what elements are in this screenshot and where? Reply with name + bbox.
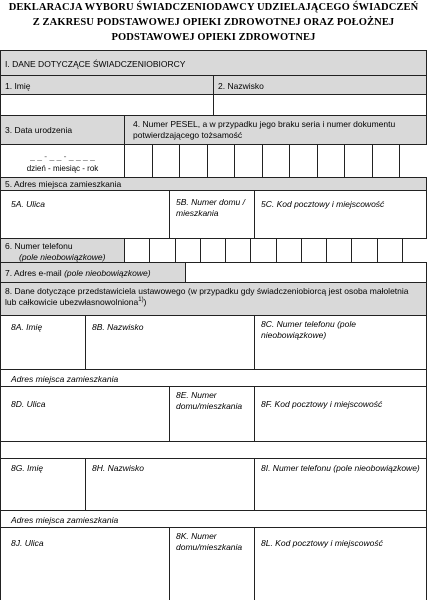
rep2-last-name-field[interactable]: 8H. Nazwisko	[85, 458, 255, 511]
postal-city-field[interactable]: 5C. Kod pocztowy i miejscowość	[254, 190, 427, 239]
phone-digit-box[interactable]	[225, 238, 251, 263]
rep1-last-name-field[interactable]: 8B. Nazwisko	[85, 315, 255, 370]
email-field[interactable]	[185, 262, 427, 283]
pesel-digit-box[interactable]	[289, 144, 318, 178]
pesel-digit-box[interactable]	[372, 144, 400, 178]
rep1-house-number-field[interactable]: 8E. Numer domu/mieszkania	[169, 386, 255, 442]
house-number-field[interactable]: 5B. Numer domu / mieszkania	[169, 190, 255, 239]
phone-label-text: 6. Numer telefonu	[5, 241, 73, 251]
phone-label	[0, 238, 125, 263]
pesel-field[interactable]	[124, 144, 427, 178]
pesel-digit-box[interactable]	[344, 144, 373, 178]
first-name-field[interactable]	[0, 94, 214, 116]
email-label	[0, 262, 186, 283]
rep2-phone-field[interactable]: 8I. Numer telefonu (pole nieobowiązkowe)	[254, 458, 427, 511]
footnote-marker: 1)	[138, 296, 144, 303]
pesel-digit-box[interactable]	[124, 144, 153, 178]
phone-digit-box[interactable]	[377, 238, 403, 263]
birth-date-field[interactable]	[0, 144, 125, 178]
rep2-first-name-field[interactable]: 8G. Imię	[0, 458, 86, 511]
phone-digit-box[interactable]	[124, 238, 150, 263]
phone-digit-box[interactable]	[351, 238, 378, 263]
rep2-address-header: Adres miejsca zamieszkania	[0, 510, 427, 528]
phone-digit-box[interactable]	[402, 238, 427, 263]
email-hint: (pole nieobowiązkowe)	[64, 268, 151, 278]
address-header: 5. Adres miejsca zamieszkania	[0, 177, 427, 191]
rep1-street-field[interactable]: 8D. Ulica	[0, 386, 170, 442]
rep1-address-header: Adres miejsca zamieszkania	[0, 369, 427, 387]
rep2-postal-city-field[interactable]: 8L. Kod pocztowy i miejscowość	[254, 527, 427, 600]
email-label-text: 7. Adres e-mail	[5, 268, 62, 278]
pesel-digit-box[interactable]	[262, 144, 290, 178]
title-line-1: DEKLARACJA WYBORU ŚWIADCZENIODAWCY UDZIELAJĄCEGO ŚWIADCZEŃ	[8, 2, 419, 13]
phone-digit-box[interactable]	[301, 238, 327, 263]
pesel-digit-box[interactable]	[317, 144, 345, 178]
phone-digit-box[interactable]	[200, 238, 226, 263]
pesel-digit-box[interactable]	[399, 144, 427, 178]
phone-field[interactable]	[124, 238, 427, 263]
birth-date-label: 3. Data urodzenia	[0, 115, 125, 145]
representative-header	[0, 282, 427, 316]
representative-desc: (w przypadku gdy świadczeniobiorcą jest osoba małoletnia lub całkowicie ubezwłasnowolniona	[5, 286, 409, 307]
phone-digit-box[interactable]	[276, 238, 302, 263]
last-name-label: 2. Nazwisko	[213, 75, 427, 95]
first-name-label: 1. Imię	[0, 75, 214, 95]
last-name-field[interactable]	[213, 94, 427, 116]
pesel-label: 4. Numer PESEL, a w przypadku jego braku seria i numer dokumentu potwierdzającego tożsamość	[124, 115, 427, 145]
street-field[interactable]: 5A. Ulica	[0, 190, 170, 239]
date-mask: _ _ - _ _ - _ _ _ _	[30, 151, 95, 161]
phone-digit-box[interactable]	[250, 238, 277, 263]
pesel-digit-box[interactable]	[234, 144, 263, 178]
title-line-3: PODSTAWOWEJ OPIEKI ZDROWOTNEJ	[111, 32, 316, 43]
phone-digit-box[interactable]	[175, 238, 201, 263]
pesel-digit-box[interactable]	[207, 144, 235, 178]
rep2-house-number-field[interactable]: 8K. Numer domu/mieszkania	[169, 527, 255, 600]
title-line-2: Z ZAKRESU PODSTAWOWEJ OPIEKI ZDROWOTNEJ ORAZ POŁOŻNEJ	[32, 17, 395, 28]
document-title	[0, 0, 427, 48]
section-header: I. DANE DOTYCZĄCE ŚWIADCZENIOBIORCY	[0, 50, 427, 76]
pesel-digit-box[interactable]	[152, 144, 180, 178]
date-hint: dzień - miesiąc - rok	[26, 163, 99, 173]
rep1-first-name-field[interactable]: 8A. Imię	[0, 315, 86, 370]
spacer-row	[0, 441, 427, 459]
phone-digit-box[interactable]	[326, 238, 352, 263]
representative-desc-close: )	[143, 296, 147, 307]
pesel-digit-box[interactable]	[179, 144, 208, 178]
rep1-postal-city-field[interactable]: 8F. Kod pocztowy i miejscowość	[254, 386, 427, 442]
phone-hint: (pole nieobowiązkowe)	[19, 251, 106, 262]
phone-digit-box[interactable]	[149, 238, 176, 263]
representative-title: 8. Dane dotyczące przedstawiciela ustawowego	[5, 286, 186, 296]
rep1-phone-field[interactable]: 8C. Numer telefonu (pole nieobowiązkowe)	[254, 315, 427, 370]
rep2-street-field[interactable]: 8J. Ulica	[0, 527, 170, 600]
